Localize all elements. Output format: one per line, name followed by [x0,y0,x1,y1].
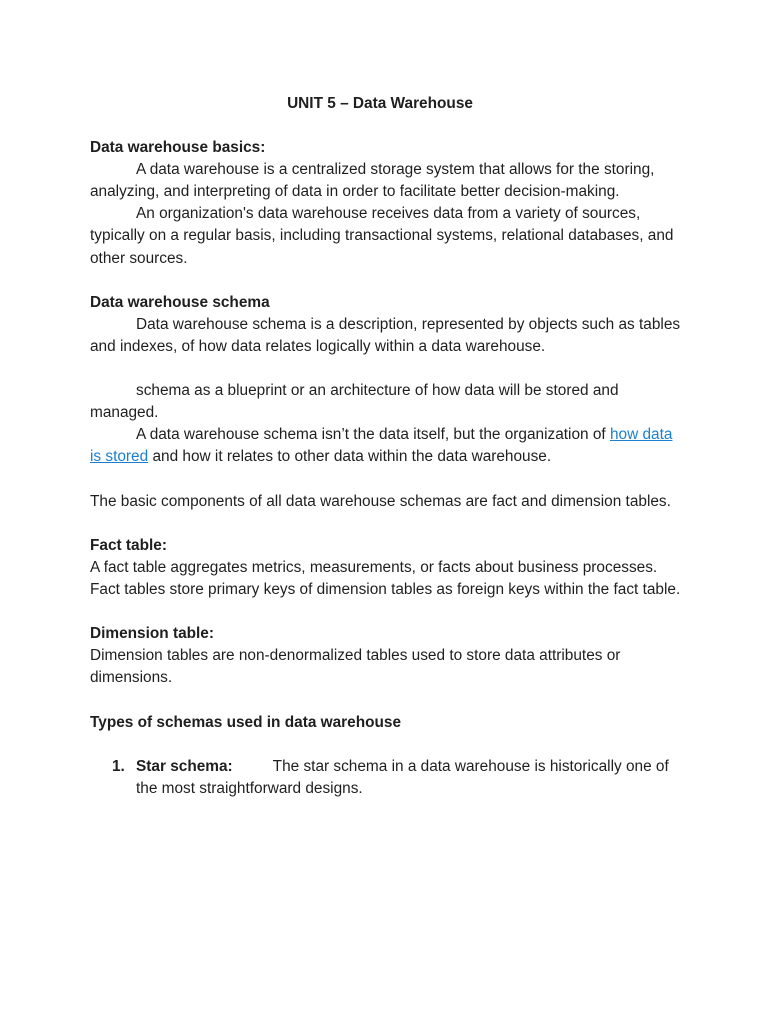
basics-paragraph-1: A data warehouse is a centralized storage system that allows for the storing, analyzing, and interpreting of data in order to facilitate better decision-making. [90,161,655,201]
page-title: UNIT 5 – Data Warehouse [287,95,473,112]
schema-heading: Data warehouse schema [90,293,270,311]
basics-paragraph-2: An organization's data warehouse receives data from a variety of sources, typically on a regular basis, including transactional systems, relational databases, and other sources. [90,205,674,267]
schema-paragraph-2: schema as a blueprint or an architecture of how data will be stored and managed. [90,382,619,422]
schema-types-list [90,756,686,800]
schema-types-heading: Types of schemas used in data warehouse [90,713,402,731]
spacer [90,734,686,756]
schema-paragraph-3 [90,424,686,468]
list-item-text: The star schema in a data warehouse is historically one of the most straightforward designs. [136,757,669,797]
spacer [90,270,686,292]
basics-heading: Data warehouse basics: [90,139,266,157]
schema-paragraph-1: Data warehouse schema is a description, represented by objects such as tables and indexes, of how data relates logically within a data warehouse. [90,315,681,355]
spacer [90,513,686,535]
list-item [90,756,686,800]
how-data-is-stored-link[interactable]: how data is stored [90,426,673,466]
dimension-table-heading: Dimension table: [90,625,214,643]
schema-paragraph-3-start: A data warehouse schema isn’t the data itself, but the organization of [136,426,610,444]
list-item-term: Star schema: [136,757,233,775]
components-paragraph: The basic components of all data warehouse schemas are fact and dimension tables. [90,492,671,510]
dimension-table-paragraph: Dimension tables are non-denormalized tables used to store data attributes or dimensions. [90,647,621,687]
spacer [90,689,686,711]
fact-table-heading: Fact table: [90,536,167,554]
list-item-number: 1. [112,757,125,775]
spacer [90,601,686,623]
spacer [90,469,686,491]
schema-paragraph-3-end: and how it relates to other data within the data warehouse. [148,448,552,466]
spacer [90,358,686,380]
fact-table-paragraph: A fact table aggregates metrics, measurements, or facts about business processes. Fact tables store primary keys of dimension tables as foreign keys within the fact table. [90,558,681,598]
document-body [90,93,686,800]
